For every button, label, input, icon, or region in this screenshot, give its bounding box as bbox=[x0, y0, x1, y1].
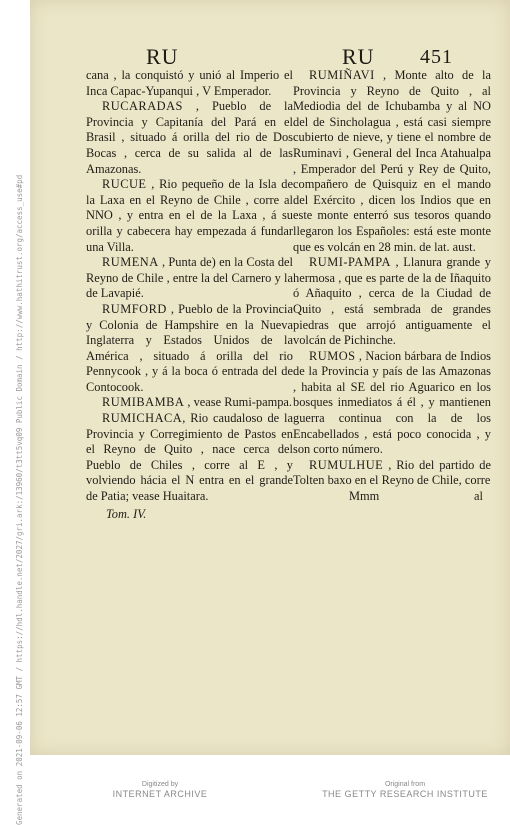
entry-rumos: RUMOS , Nacion bárbara de Indios de la Provincia y país de las Amazonas , habita al SE del rio Aguarico en los bosques inmediatos á él , y mantienen guerra continua con la de los Encabellados , está poco conocida , y son corto número. bbox=[293, 348, 491, 457]
entry-rucaradas: RUCARADAS , Pueblo de la Provincia y Capitanía del Pará en el Brasil , situado á orilla del rio de Dos Bocas , cerca de su salida al de las Amazonas. bbox=[86, 99, 293, 176]
entry-headword: RUMIÑAVI bbox=[309, 68, 375, 82]
entry-rumibamba: RUMIBAMBA , vease Rumi-pampa. bbox=[102, 395, 293, 410]
entry-headword: RUMI-PAMPA bbox=[309, 255, 391, 270]
left-column bbox=[86, 68, 293, 522]
watermark-strip bbox=[0, 0, 30, 825]
entry-rumichaca: RUMICHACA, Rio caudaloso de la Provincia y Corregimiento de Pastos en el Reyno de Quito , nace cerca del Pueblo de Chiles , corre al E , y volviendo hácia el N entra en el grande de Patia; vease Huaitara. bbox=[86, 411, 293, 504]
entry-headword: RUMFORD bbox=[102, 301, 167, 316]
entry-headword: RUCUE bbox=[102, 177, 147, 192]
internet-archive-label: INTERNET ARCHIVE bbox=[112, 789, 208, 799]
digitizer-credit bbox=[90, 781, 230, 799]
entry-headword: RUMULHUE bbox=[309, 457, 384, 472]
entry-rumford: RUMFORD , Pueblo de la Provincia y Colonia de Hampshire en la Nueva Inglaterra y Estados Unidos de la América , situado á orilla del rio Pennycook , y á la boca ó entrada del de Contocook. bbox=[86, 301, 293, 394]
running-head-left: RU bbox=[146, 44, 179, 69]
entry-headword: RUMOS bbox=[309, 348, 356, 363]
digitization-footer bbox=[30, 755, 510, 800]
entry-rumena: RUMENA , Punta de) en la Costa del Reyno de Chile , entre la del Carnero y la de Lavapié. bbox=[86, 255, 293, 301]
original-from-label: Original from bbox=[384, 781, 426, 788]
hathitrust-watermark: Generated on 2021-09-06 12:57 GMT / https://hdl.handle.net/2027/gri.ark:/13960/t3tt5vq09 Public Domain / http://www.hathitrust.org/access_use#pd bbox=[15, 174, 24, 825]
entry-rumi-pampa: RUMI-PAMPA , Llanura grande y hermosa , que es parte de la de Iñaquito ó Añaquito , cerca de la Ciudad de Quito , está sembrada de grandes piedras que arrojó antiguamente el volcán de Pichinche. bbox=[293, 255, 491, 348]
entry-headword: RUMIBAMBA bbox=[102, 395, 185, 410]
entry-continuation: cana , la conquistó y unió al Imperio el Inca Capac-Yupanqui , V Emperador. bbox=[86, 68, 293, 98]
signature-mark: Mmm bbox=[349, 489, 380, 504]
original-source-credit bbox=[300, 781, 510, 799]
right-column bbox=[293, 68, 491, 505]
digitized-by-label: Digitized by bbox=[141, 781, 179, 788]
catchword: al bbox=[474, 489, 483, 504]
entry-ruminavi: RUMIÑAVI , Monte alto de la Provincia y Reyno de Quito , al Mediodia del de Ichubamba y al NO del de Sincholagua , está casi siempre cubierto de nieve, y tiene el nombre de Ruminavi , General del Inca Atahualpa , Emperador del Perú y Rey de Quito, compañero de Quisquiz en el mando del Exército , dicen los Indios que en este monte enterró sus tesoros quando llegaron los Españoles: está este monte que es volcán en 28 min. de lat. aust. bbox=[293, 68, 491, 254]
volume-signature: Tom. IV. bbox=[106, 506, 147, 521]
entry-headword: RUMENA bbox=[102, 255, 159, 270]
running-head-right: RU bbox=[342, 44, 375, 69]
entry-rumulhue: RUMULHUE , Rio del partido de Tolten baxo en el Reyno de Chile, corre bbox=[293, 457, 491, 488]
entry-headword: RUCARADAS bbox=[102, 99, 183, 114]
page-number: 451 bbox=[420, 46, 453, 68]
scanned-page bbox=[30, 0, 510, 755]
getty-label: THE GETTY RESEARCH INSTITUTE bbox=[322, 789, 488, 799]
entry-rucue: RUCUE , Rio pequeño de la Isla de la Laxa en el Reyno de Chile , corre al NNO , y entra en el de la Laxa , á su orilla y cabecera hay empezada á fundar una Villa. bbox=[86, 177, 293, 254]
entry-headword: RUMICHACA bbox=[102, 411, 183, 426]
